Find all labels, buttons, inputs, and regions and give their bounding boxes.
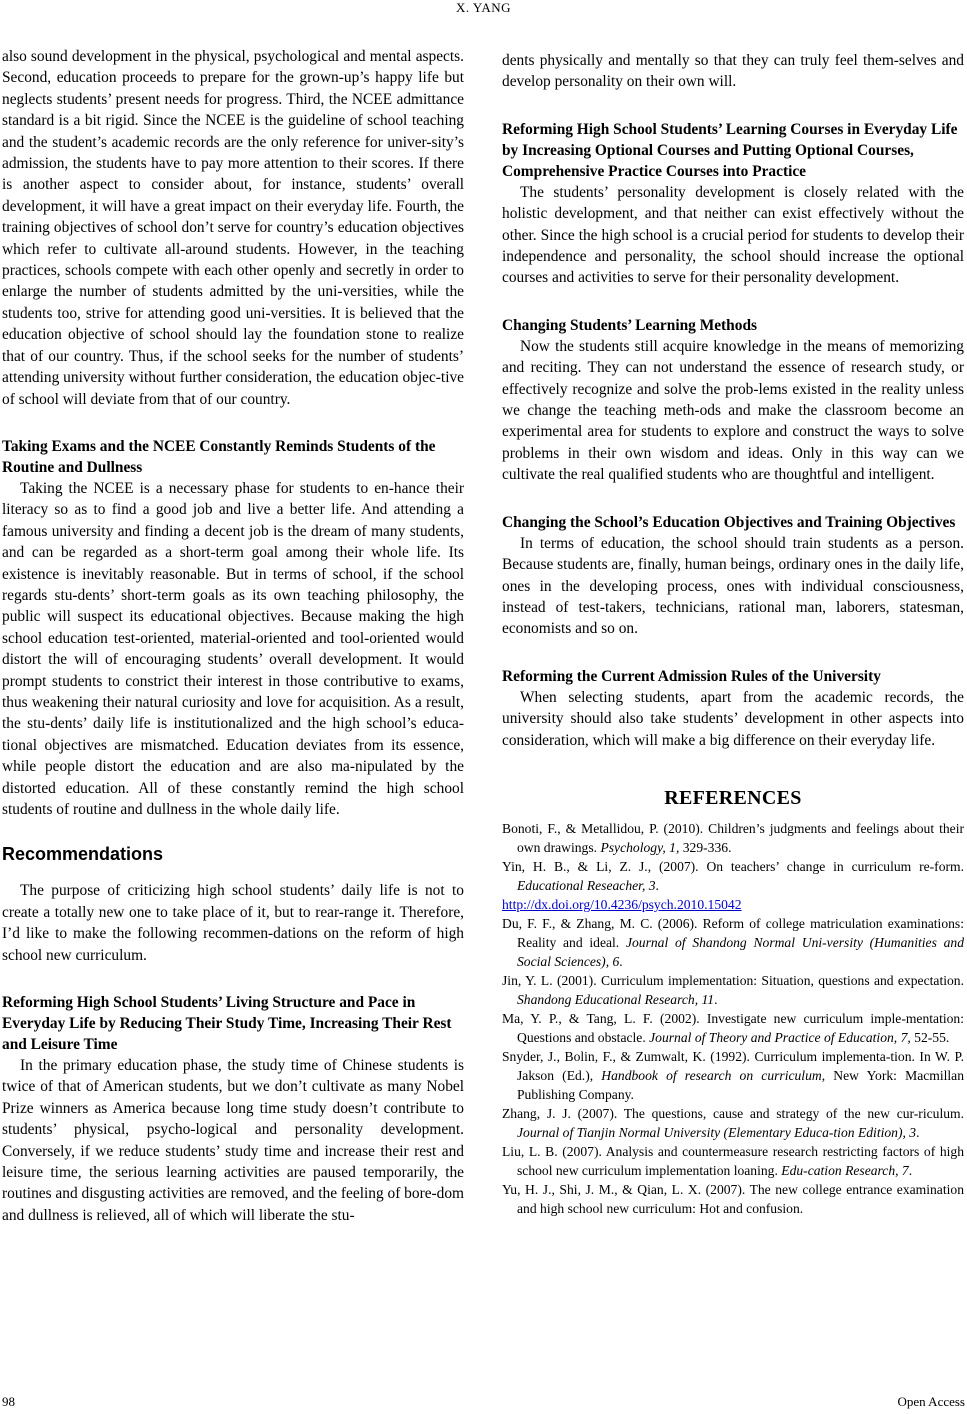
references-heading: REFERENCES (664, 786, 802, 809)
heading-recommendations: Recommendations (2, 844, 164, 865)
running-head: X. YANG (455, 0, 512, 15)
reference-item: Yin, H. B., & Li, Z. J., (2007). On teachers’ change in curriculum re-form. Educational Reseacher, 3. (502, 858, 964, 893)
reference-item: Jin, Y. L. (2001). Curriculum implementation: Situation, questions and expectation. Shandong Educational Research, 11. (502, 972, 964, 1007)
reference-item: Ma, Y. P., & Tang, L. F. (2002). Investigate new curriculum imple-mentation: Questions and obstacle. Journal of Theory and Practice of Education, 7, 52-55. (502, 1010, 964, 1045)
heading-learning-courses: Reforming High School Students’ Learning Courses in Everyday Life by Increasing Optional Courses and Putting Optional Courses, Comprehensive Practice Courses into Practice (502, 120, 958, 180)
reference-item: Yu, H. J., Shi, J. M., & Qian, L. X. (2007). The new college entrance examination and high school new curriculum: Hot and confusion. (502, 1181, 964, 1216)
reference-item: Snyder, J., Bolin, F., & Zumwalt, K. (1992). Curriculum implementa-tion. In W. P. Jakson (Ed.), Handbook of research on curriculum, New York: Macmillan Publishing Company. (502, 1048, 964, 1102)
living-structure-paragraph: In the primary education phase, the study time of Chinese students is twice of that of American students, but we don’t cultivate as many Nobel Prize winners as America because long time study doesn’t contribute to students’ physical, psycho-logical and personality development. Conversely, if we reduce students’ study time and increase their rest and leisure time, the serious learning activities are paused temporarily, the routines and disgusting activities are removed, and the feeling of bore-dom and dullness is relieved, all of which will liberate the stu- (2, 1057, 465, 1224)
heading-living-structure: Reforming High School Students’ Living Structure and Pace in Everyday Life by Reducing Their Study Time, Increasing Their Rest and Leisure Time (2, 994, 452, 1054)
reference-link (502, 895, 964, 914)
exams-paragraph: Taking the NCEE is a necessary phase for students to en-hance their literacy so as to find a good job and live a better life. And attending a famous university and finding a decent job is the dream of many students, and can be regarded as a short-term goal among their whole life. Its existence is inevitably reasonable. But in terms of school, if the school regards stu-dents’ short-term goals as its own teaching philosophy, the public will suspect its educational objectives. Because making the high school education test-oriented, material-oriented and tool-oriented would distort the will of encouraging students’ overall development. It would prompt students to constrict their interest in those contributive to exams, thus weakening their natural curiosity and love for acquisition. As a result, the stu-dents’ daily life is institutionalized and the high school’s educa-tional objectives are mismatched. Education deviates from its essence, while people distort the education and are also ma-nipulated by the distorted education. All of these constantly remind the high school students of routine and dullness in the whole daily life. (2, 479, 464, 818)
heading-learning-methods: Changing Students’ Learning Methods (502, 316, 757, 334)
learning-courses-paragraph: The students’ personality development is closely related with the holistic development, and that neither can exist effectively without the other. Since the high school is a crucial period for students to develop their independence and personality, the school should increase the optional courses and activities to serve for their personality development. (502, 183, 964, 287)
doi-link[interactable]: http://dx.doi.org/10.4236/psych.2010.15042 (502, 896, 742, 912)
reference-item: Zhang, J. J. (2007). The questions, cause and strategy of the new cur-riculum. Journal of Tianjin Normal University (Elementary Educa-tion Edition), 3. (502, 1105, 964, 1140)
reference-item: Liu, L. B. (2007). Analysis and countermeasure research restricting factors of high school new curriculum implementation loaning. Edu-cation Research, 7. (502, 1143, 964, 1178)
heading-exams: Taking Exams and the NCEE Constantly Reminds Students of the Routine and Dullness (2, 437, 436, 476)
publisher-label: Open Access (897, 1394, 965, 1409)
reference-item: Bonoti, F., & Metallidou, P. (2010). Children’s judgments and feelings about their own drawings. Psychology, 1, 329-336. (502, 820, 964, 855)
heading-education-objectives: Changing the School’s Education Objectives and Training Objectives (502, 513, 956, 531)
right-column (502, 50, 964, 1218)
continuation-paragraph: dents physically and mentally so that they can truly feel them-selves and develop personality on their own will. (502, 52, 964, 91)
admission-rules-paragraph: When selecting students, apart from the academic records, the university should also take students’ development in other aspects into consideration, which will make a big difference on their everyday life. (502, 688, 964, 749)
page-number: 98 (2, 1394, 15, 1409)
reference-item: Du, F. F., & Zhang, M. C. (2006). Reform of college matriculation examinations: Reality and ideal. Journal of Shandong Normal Uni-versity (Humanities and Social Sciences), 6. (502, 915, 965, 969)
heading-admission-rules: Reforming the Current Admission Rules of the University (502, 667, 881, 685)
education-objectives-paragraph: In terms of education, the school should train students as a person. Because students are, finally, human beings, ordinary ones in the daily life, ones in the developing process, ones with individual consciousness, instead of test-takers, technicians, rational man, laborers, statesman, economists and so on. (502, 534, 964, 638)
learning-methods-paragraph: Now the students still acquire knowledge in the means of memorizing and reciting. They can not understand the essence of research study, or effectively recognize and solve the prob-lems existed in the reality unless we change the teaching meth-ods and make the classroom become an experimental area for students to explore and construct the ways to solve problems in their own wisdom and ideas. Only in this way can we cultivate the real qualified students who are thoughtful and intelligent. (502, 337, 964, 484)
recommendations-paragraph: The purpose of criticizing high school students’ daily life is not to create a totally new one to take place of it, but to rear-range it. Therefore, I’d like to make the following recommen-dations on the reform of high school new curriculum. (2, 882, 464, 964)
intro-paragraph: also sound development in the physical, psychological and mental aspects. Second, education proceeds to prepare for the grown-up’s happy life but neglects students’ present needs for progress. Third, the NCEE admittance standard is a bit rigid. Since the NCEE is the guideline of school teaching and the student’s academic records are the only reference for univer-sity’s admission, the students have to pay more attention to their scores. If there is another aspect to consider about, for instance, students’ overall development, it will have a great impact on their everyday life. Fourth, the training objectives of school don’t serve for country’s education objectives which refer to cultivate all-around students. However, in the teaching practices, schools compete with each other openly and secretly in order to enlarge the number of students admitted by the uni-versities, while the students too, strive for attending good uni-versities. It is believed that the education objective of school should lay the foundation stone to realize that of our country. Thus, if the school seeks for the number of students’ attending university without further consideration, the education objec-tive of school will deviate from that of our country. (2, 48, 464, 408)
left-column (2, 46, 464, 1226)
